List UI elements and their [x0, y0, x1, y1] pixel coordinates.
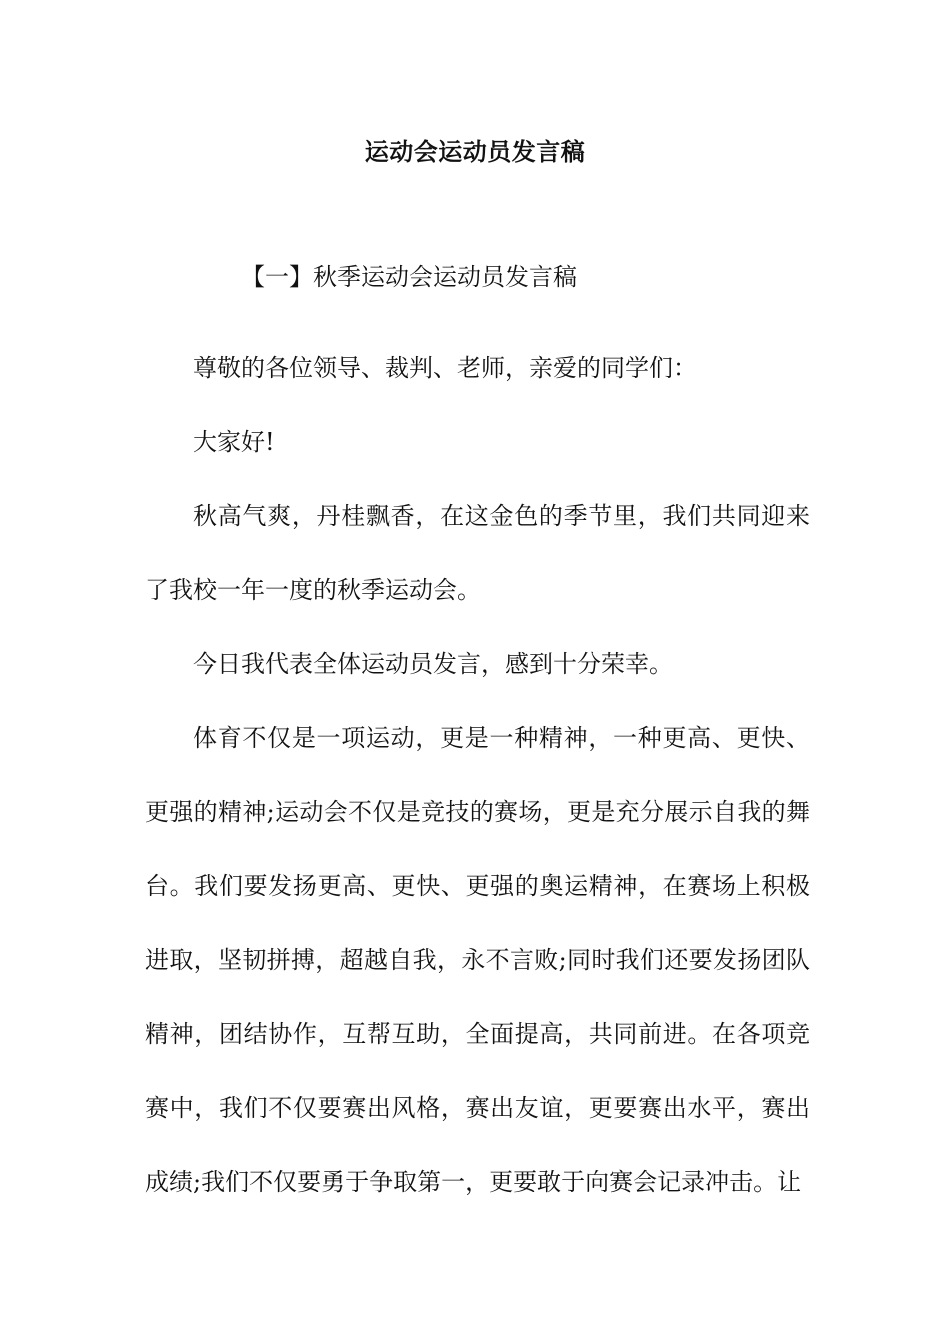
- paragraph-salutation: 尊敬的各位领导、裁判、老师，亲爱的同学们：: [193, 354, 697, 382]
- body-text: [145, 331, 810, 1219]
- paragraph-intro: 秋高气爽，丹桂飘香，在这金色的季节里，我们共同迎来了我校一年一度的秋季运动会。: [145, 502, 810, 604]
- section-heading: 【一】秋季运动会运动员发言稿: [241, 263, 577, 291]
- paragraph-greeting: 大家好!: [193, 428, 275, 456]
- paragraph-spirit: 体育不仅是一项运动，更是一种精神，一种更高、更快、更强的精神;运动会不仅是竞技的赛场，更是充分展示自我的舞台。我们要发扬更高、更快、更强的奥运精神，在赛场上积极进取，坚韧拼搏，超越自我，永不言败;同时我们还要发扬团队精神，团结协作，互帮互助，全面提高，共同前进。在各项竞赛中，我们不仅要赛出风格，赛出友谊，更要赛出水平，赛出成绩;我们不仅要勇于争取第一，更要敢于向赛会记录冲击。让: [145, 724, 810, 1196]
- page-title: 运动会运动员发言稿: [364, 137, 586, 166]
- paragraph-honor: 今日我代表全体运动员发言，感到十分荣幸。: [193, 650, 673, 678]
